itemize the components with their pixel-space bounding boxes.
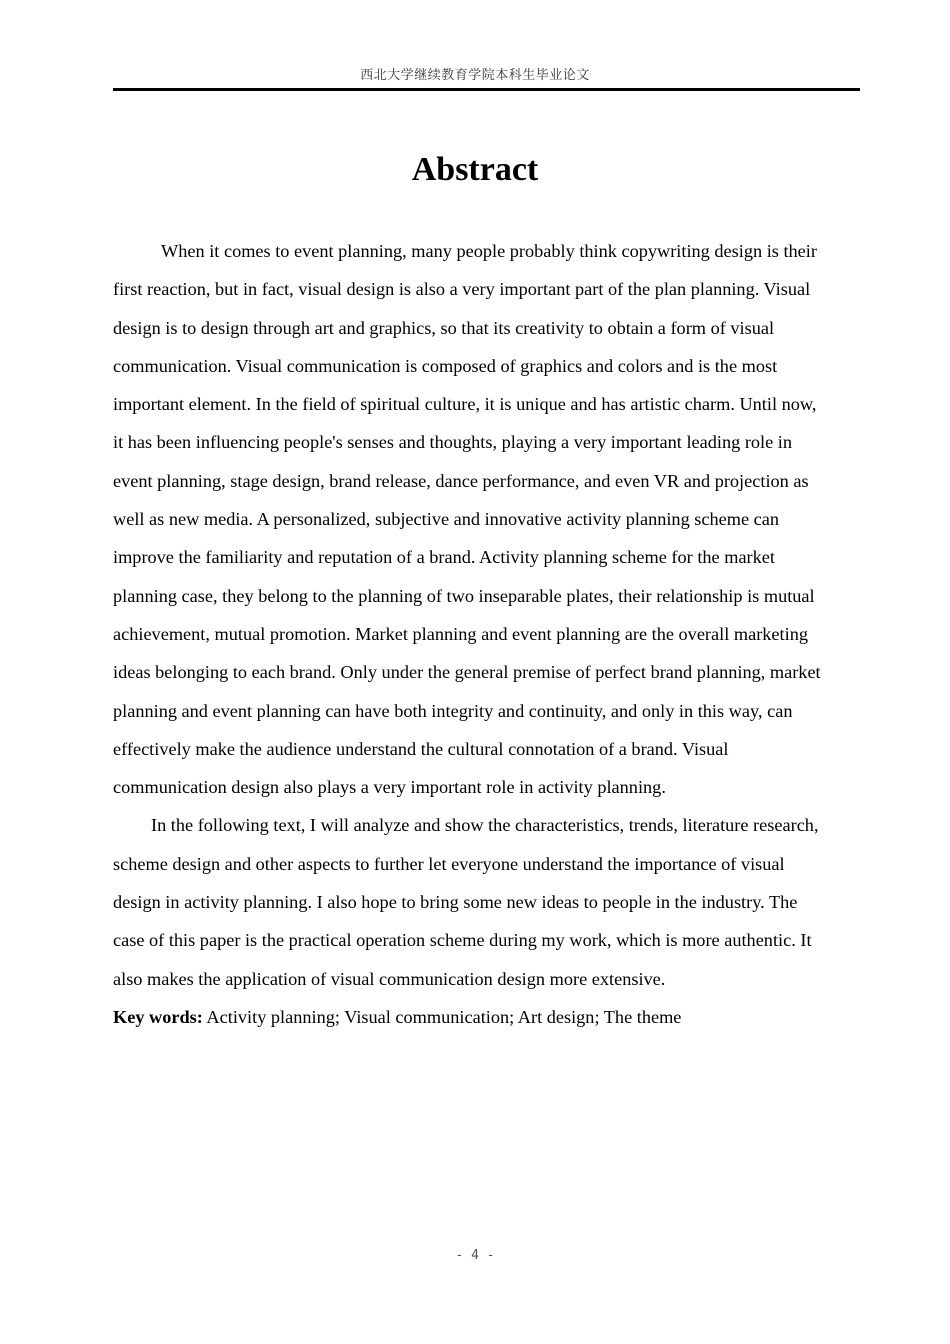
paragraph-line: achievement, mutual promotion. Market planning and event planning are the overall marketing [113, 623, 808, 644]
abstract-body [113, 232, 873, 1036]
keywords-line [113, 998, 873, 1036]
paragraph-line: first reaction, but in fact, visual design is also a very important part of the plan planning. Visual [113, 279, 811, 300]
paragraph-line: planning case, they belong to the planning of two inseparable plates, their relationship is mutual [113, 585, 815, 606]
abstract-title: Abstract [411, 151, 539, 188]
paragraph-line: communication design also plays a very important role in activity planning. [113, 777, 666, 798]
header-rule [113, 88, 860, 91]
paragraph-line: case of this paper is the practical operation scheme during my work, which is more authentic. It [113, 930, 812, 951]
paragraph-line: well as new media. A personalized, subjective and innovative activity planning scheme can [113, 509, 780, 530]
paragraph-line: When it comes to event planning, many people probably think copywriting design is their [161, 241, 817, 261]
paragraph-line: design is to design through art and graphics, so that its creativity to obtain a form of visual [113, 317, 775, 338]
keywords-text: Activity planning; Visual communication; Art design; The theme [202, 1006, 682, 1027]
page-number: - 4 - [455, 1248, 495, 1263]
abstract-paragraph-2 [113, 806, 873, 997]
paragraph-line: important element. In the field of spiritual culture, it is unique and has artistic charm. Until now, [113, 394, 817, 415]
paragraph-line: design in activity planning. I also hope to bring some new ideas to people in the industry. The [113, 892, 798, 913]
paragraph-line: planning and event planning can have both integrity and continuity, and only in this way, can [113, 700, 793, 721]
paragraph-line: effectively make the audience understand the cultural connotation of a brand. Visual [113, 738, 729, 759]
abstract-paragraph-1 [113, 232, 873, 806]
paragraph-line: communication. Visual communication is composed of graphics and colors and is the most [113, 355, 778, 376]
paragraph-line: event planning, stage design, brand release, dance performance, and even VR and projection as [113, 470, 809, 491]
paragraph-line: also makes the application of visual communication design more extensive. [113, 968, 666, 989]
paragraph-line: it has been influencing people's senses and thoughts, playing a very important leading role in [113, 432, 793, 453]
paragraph-line: improve the familiarity and reputation of a brand. Activity planning scheme for the market [113, 547, 775, 568]
keywords-label: Key words: [113, 1006, 203, 1027]
running-header: 西北大学继续教育学院本科生毕业论文 [360, 68, 590, 83]
paragraph-line: ideas belonging to each brand. Only under the general premise of perfect brand planning, market [113, 662, 821, 683]
paragraph-line: scheme design and other aspects to further let everyone understand the importance of visual [113, 853, 785, 874]
paragraph-line: In the following text, I will analyze and show the characteristics, trends, literature research, [151, 815, 819, 836]
